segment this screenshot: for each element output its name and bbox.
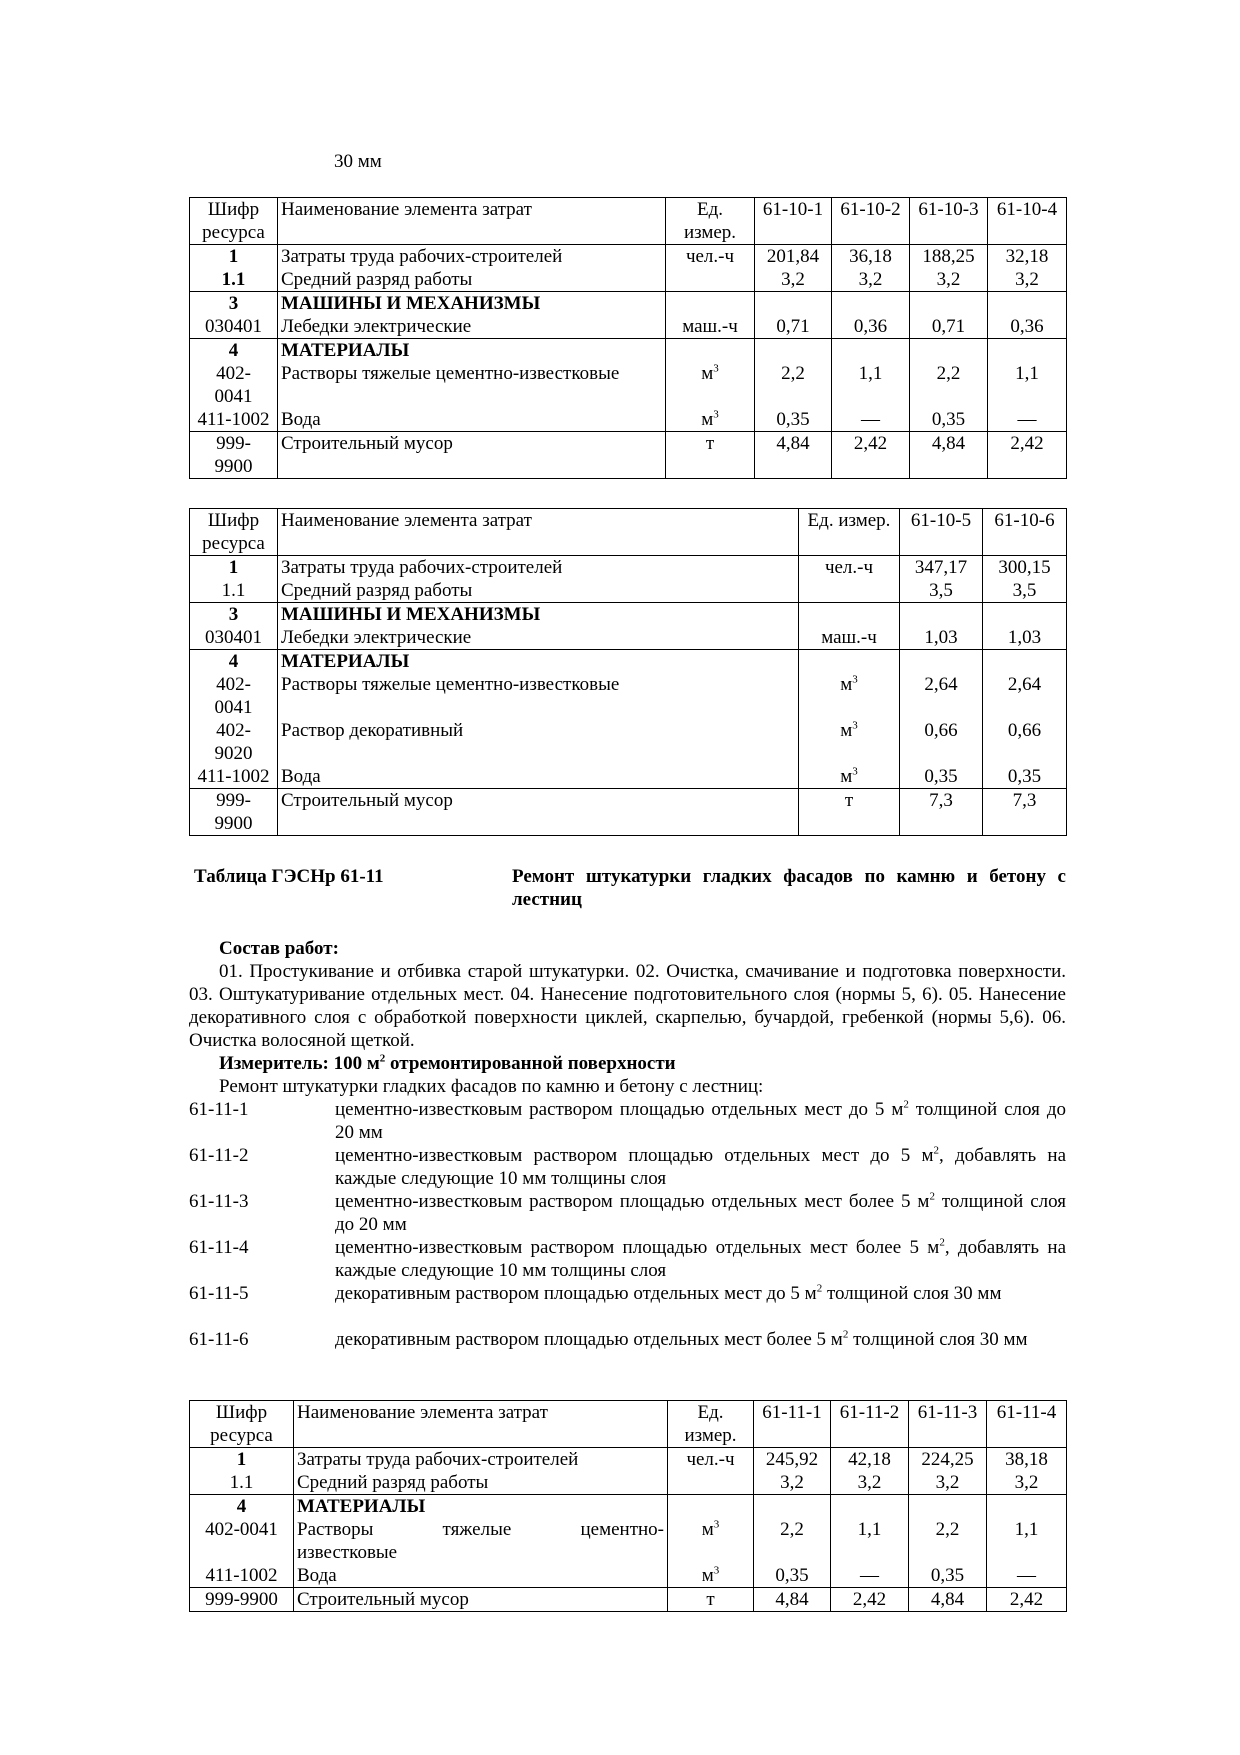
value-text: 42,18 <box>848 1449 891 1470</box>
unit-superscript: 3 <box>713 1564 720 1577</box>
code-text: 1.1 <box>229 1472 254 1493</box>
value-text: 3,2 <box>857 1472 882 1493</box>
cell-value: 4,84 <box>910 432 988 479</box>
name-text: Лебедки электрические <box>281 316 472 337</box>
cell-value <box>831 1495 909 1588</box>
cell-value: 2,42 <box>831 1588 909 1612</box>
value-text: 224,25 <box>921 1449 974 1470</box>
name-text: Раствор декоративный <box>281 720 464 741</box>
item-code: 61-11-6 <box>189 1329 249 1350</box>
cell-name <box>278 603 799 650</box>
value-text: 1,1 <box>857 1519 882 1540</box>
table-header <box>190 1401 1067 1448</box>
name-text: Средний разряд работы <box>297 1472 489 1493</box>
group-title: МАТЕРИАЛЫ <box>297 1496 426 1517</box>
unit-superscript: 2 <box>842 1328 849 1341</box>
cell-value <box>983 650 1067 789</box>
value-text: 2,64 <box>924 674 958 695</box>
cell-value <box>755 292 832 339</box>
value-text: 3,2 <box>858 269 883 290</box>
code-text: 3 <box>228 293 239 314</box>
cell-name <box>278 650 799 789</box>
name-text: Вода <box>281 409 321 430</box>
item-text-a: цементно-известковым раствором площадью отдельных мест до 5 м <box>335 1145 934 1166</box>
unit-superscript: 2 <box>939 1236 945 1249</box>
value-text: 0,35 <box>930 1565 965 1586</box>
meter-superscript: 2 <box>379 1052 386 1065</box>
value-text: 32,18 <box>1005 246 1049 267</box>
value-text: 0,71 <box>931 316 966 337</box>
item-text-b: толщиной слоя 30 мм <box>848 1329 1028 1350</box>
item-text-b: толщиной слоя до 20 мм <box>335 1191 1067 1235</box>
item-text <box>335 1236 1066 1282</box>
group-title: МАТЕРИАЛЫ <box>281 340 410 361</box>
item-code: 61-11-1 <box>189 1099 249 1120</box>
value-text: 0,36 <box>1010 316 1044 337</box>
cell-value <box>988 245 1067 292</box>
table-row <box>190 1448 1067 1495</box>
cell-value: 2,42 <box>832 432 910 479</box>
cell-unit: т <box>668 1588 754 1612</box>
cell-value <box>754 1495 831 1588</box>
value-text: — <box>1017 1565 1036 1586</box>
value-text: 0,71 <box>776 316 810 337</box>
item-text-a: цементно-известковым раствором площадью отдельных мест до 5 м <box>335 1099 904 1120</box>
name-text: Затраты труда рабочих-строителей <box>281 246 563 267</box>
code-text: 4 <box>228 340 239 361</box>
item-code: 61-11-4 <box>189 1237 249 1258</box>
cell-value <box>832 245 910 292</box>
list-item <box>189 1098 1066 1144</box>
unit-superscript: 2 <box>903 1098 909 1111</box>
cell-unit: чел.-ч <box>666 245 755 292</box>
item-text-b: , добавлять на каждые следующие 10 мм толщины слоя <box>335 1145 1067 1189</box>
header-col: 61-10-4 <box>988 198 1067 245</box>
table-row <box>190 556 1067 603</box>
cell-value <box>983 603 1067 650</box>
name-text: Вода <box>297 1565 337 1586</box>
value-text: — <box>1017 409 1037 430</box>
value-text: 3,2 <box>781 269 805 290</box>
value-text: 0,35 <box>924 766 958 787</box>
table-header <box>190 198 1067 245</box>
value-text: 2,2 <box>781 363 805 384</box>
cell-value: 7,3 <box>983 789 1067 836</box>
group-title: МАТЕРИАЛЫ <box>281 651 410 672</box>
unit-superscript: 3 <box>852 673 858 686</box>
cell-value: 7,3 <box>900 789 983 836</box>
cell-code: 4 402- 0041 402- 9020 411-1002 <box>190 650 278 789</box>
header-col: 61-11-4 <box>987 1401 1067 1448</box>
cell-value <box>900 603 983 650</box>
cell-value <box>900 650 983 789</box>
value-text: 0,66 <box>1007 720 1042 741</box>
resource-table-61-10-1-4 <box>189 197 1067 479</box>
resource-table-61-11 <box>189 1400 1067 1612</box>
header-code: Шифр ресурса <box>190 198 278 245</box>
value-text: 1,1 <box>1014 1519 1039 1540</box>
cell-value <box>909 1448 987 1495</box>
value-text: 2,2 <box>936 363 961 384</box>
table-row <box>190 245 1067 292</box>
value-text: 300,15 <box>998 557 1051 578</box>
item-text <box>335 1098 1066 1144</box>
cell-code <box>190 1495 294 1588</box>
table-row <box>190 432 1067 479</box>
value-text: 3,2 <box>935 1472 960 1493</box>
value-text: 1,03 <box>1007 627 1042 648</box>
item-text-a: декоративным раствором площадью отдельных мест до 5 м <box>335 1283 817 1304</box>
value-text: 2,2 <box>780 1519 804 1540</box>
code-text: 3 <box>228 604 239 625</box>
unit-superscript: 3 <box>852 765 858 778</box>
value-text: 201,84 <box>766 246 820 267</box>
header-code: Шифр ресурса <box>190 509 278 556</box>
work-heading: Состав работ: <box>219 938 339 959</box>
cell-name <box>278 556 799 603</box>
unit-superscript: 2 <box>816 1282 823 1295</box>
table-row <box>190 292 1067 339</box>
group-title: МАШИНЫ И МЕХАНИЗМЫ <box>281 604 541 625</box>
header-name: Наименование элемента затрат <box>278 198 666 245</box>
cell-unit: т <box>799 789 900 836</box>
name-text: Затраты труда рабочих-строителей <box>297 1449 579 1470</box>
items-intro: Ремонт штукатурки гладких фасадов по камню и бетону с лестниц: <box>219 1076 764 1097</box>
item-text <box>335 1282 1066 1305</box>
list-item <box>189 1236 1066 1282</box>
cell-value <box>831 1448 909 1495</box>
code-text: 1 <box>228 557 239 578</box>
unit-superscript: 2 <box>933 1144 940 1157</box>
list-item <box>189 1282 1066 1305</box>
table-row <box>190 1495 1067 1588</box>
value-text: 245,92 <box>765 1449 819 1470</box>
cell-name: Строительный мусор <box>294 1588 668 1612</box>
header-col: 61-10-6 <box>983 509 1067 556</box>
code-text: 4 <box>228 651 239 672</box>
value-text: 1,1 <box>1015 363 1039 384</box>
name-text: Растворы тяжелые цементно-известковые <box>281 674 620 695</box>
code-text: 4 <box>236 1496 247 1517</box>
value-text: 347,17 <box>914 557 968 578</box>
top-fragment: 30 мм <box>334 151 382 172</box>
name-text: Затраты труда рабочих-строителей <box>281 557 563 578</box>
value-text: 0,35 <box>776 409 810 430</box>
cell-unit: $м^3$ $м^3$ <box>666 339 755 432</box>
cell-code <box>190 1448 294 1495</box>
value-text: 1,03 <box>924 627 958 648</box>
item-text-b: толщиной слоя 30 мм <box>822 1283 1002 1304</box>
code-text: 1.1 <box>221 269 246 290</box>
value-text: 0,36 <box>853 316 888 337</box>
table-row <box>190 789 1067 836</box>
value-text: — <box>861 409 880 430</box>
item-text-a: цементно-известковым раствором площадью отдельных мест более 5 м <box>335 1237 940 1258</box>
value-text: 0,35 <box>1007 766 1042 787</box>
cell-unit <box>799 603 900 650</box>
meter-rest: отремонтированной поверхности <box>385 1053 676 1074</box>
unit-superscript: 3 <box>713 1518 720 1531</box>
cell-code <box>190 292 278 339</box>
cell-unit: чел.-ч <box>668 1448 754 1495</box>
table-row <box>190 1588 1067 1612</box>
list-item <box>189 1328 1066 1351</box>
cell-code <box>190 245 278 292</box>
code-text: 1 <box>228 246 239 267</box>
value-text: 3,2 <box>936 269 961 290</box>
item-code: 61-11-2 <box>189 1145 249 1166</box>
table-label: Таблица ГЭСНр 61-11 <box>194 866 384 887</box>
header-unit: Ед. измер. <box>668 1401 754 1448</box>
name-text: Растворы тяжелые цементно-известковые <box>281 363 620 384</box>
header-col: 61-11-3 <box>909 1401 987 1448</box>
header-unit: Ед. измер. <box>799 509 900 556</box>
cell-value <box>754 1448 831 1495</box>
cell-unit <box>666 292 755 339</box>
name-text: известковые <box>297 1542 398 1563</box>
item-text-a: цементно-известковым раствором площадью отдельных мест более 5 м <box>335 1191 930 1212</box>
cell-value <box>910 339 988 432</box>
cell-value: 4,84 <box>754 1588 831 1612</box>
header-col: 61-10-5 <box>900 509 983 556</box>
name-text: Средний разряд работы <box>281 580 473 601</box>
item-text-b: толщиной слоя до 20 мм <box>335 1099 1066 1143</box>
cell-code: 999-9900 <box>190 1588 294 1612</box>
cell-value <box>910 245 988 292</box>
code-text: 411-1002 <box>197 766 270 787</box>
list-item <box>189 1144 1066 1190</box>
code-text: 030401 <box>205 627 262 648</box>
cell-value <box>987 1495 1067 1588</box>
meter-label: Измеритель: 100 м <box>219 1053 380 1074</box>
header-name: Наименование элемента затрат <box>294 1401 668 1448</box>
cell-value: 2,42 <box>987 1588 1067 1612</box>
value-text: 3,2 <box>1015 269 1039 290</box>
unit-superscript: 3 <box>713 362 719 375</box>
cell-value <box>983 556 1067 603</box>
cell-value <box>755 339 832 432</box>
header-unit: Ед. измер. <box>666 198 755 245</box>
resource-table-61-10-5-6 <box>189 508 1067 836</box>
item-text <box>335 1144 1066 1190</box>
cell-unit: $м^3$ $м^3$ <box>668 1495 754 1588</box>
item-code: 61-11-5 <box>189 1283 249 1304</box>
item-code: 61-11-3 <box>189 1191 249 1212</box>
name-text: Растворы тяжелые цементно- <box>297 1519 664 1540</box>
cell-code: 999- 9900 <box>190 789 278 836</box>
item-text-a: декоративным раствором площадью отдельных мест более 5 м <box>335 1329 843 1350</box>
cell-name <box>278 339 666 432</box>
header-col: 61-10-3 <box>910 198 988 245</box>
value-text: 0,35 <box>775 1565 809 1586</box>
unit-superscript: 3 <box>852 719 858 732</box>
cell-name <box>278 245 666 292</box>
cell-name <box>294 1448 668 1495</box>
code-text: 1.1 <box>221 580 246 601</box>
item-text-b: , добавлять на каждые следующие 10 мм толщины слоя <box>335 1237 1066 1281</box>
cell-name: Строительный мусор <box>278 432 666 479</box>
work-text: 01. Простукивание и отбивка старой штукатурки. 02. Очистка, смачивание и подготовка поверхности. 03. Оштукатуривание отдельных мест. 04. Нанесение подготовительного слоя (нормы 5, 6). 05. Нанесение декоративного слоя с обработкой поверхности циклей, скарпелью, бучардой, гребенкой (нормы 5,6). 06. Очистка волосяной щеткой. <box>189 961 1066 1051</box>
cell-value <box>910 292 988 339</box>
cell-unit: чел.-ч <box>799 556 900 603</box>
table-row <box>190 603 1067 650</box>
cell-code: 4 402- 0041 411-1002 <box>190 339 278 432</box>
cell-name <box>294 1495 668 1588</box>
cell-value: 2,42 <box>988 432 1067 479</box>
unit-superscript: 3 <box>713 408 719 421</box>
cell-name <box>278 292 666 339</box>
code-text: 402-0041 <box>205 1519 278 1540</box>
cell-value <box>909 1495 987 1588</box>
header-col: 61-10-1 <box>755 198 832 245</box>
header-col: 61-10-2 <box>832 198 910 245</box>
code-text: 1 <box>236 1449 247 1470</box>
code-text: 030401 <box>205 316 262 337</box>
value-text: 3,2 <box>780 1472 804 1493</box>
cell-value <box>755 245 832 292</box>
value-text: — <box>860 1565 879 1586</box>
cell-value <box>900 556 983 603</box>
cell-value <box>988 339 1067 432</box>
cell-value <box>988 292 1067 339</box>
cell-value <box>832 292 910 339</box>
header-code: Шифр ресурса <box>190 1401 294 1448</box>
table-row <box>190 650 1067 789</box>
name-text: Вода <box>281 766 321 787</box>
value-text: 188,25 <box>922 246 975 267</box>
value-text: 38,18 <box>1005 1449 1048 1470</box>
unit-text: маш.-ч <box>682 316 738 337</box>
name-text: Лебедки электрические <box>281 627 472 648</box>
cell-unit: т <box>666 432 755 479</box>
table-row <box>190 339 1067 432</box>
header-col: 61-11-1 <box>754 1401 831 1448</box>
meter-line <box>219 1052 676 1075</box>
cell-code <box>190 603 278 650</box>
value-text: 3,5 <box>929 580 953 601</box>
value-text: 0,66 <box>924 720 958 741</box>
cell-value: 4,84 <box>755 432 832 479</box>
value-text: 2,64 <box>1007 674 1042 695</box>
unit-text: маш.-ч <box>821 627 877 648</box>
cell-code <box>190 556 278 603</box>
section-title: Ремонт штукатурки гладких фасадов по камню и бетону с лестниц <box>512 866 1066 910</box>
cell-value: 4,84 <box>909 1588 987 1612</box>
cell-unit: $м^3$ $м^3$ $м^3$ <box>799 650 900 789</box>
name-text: Средний разряд работы <box>281 269 473 290</box>
code-text: 411-1002 <box>197 409 270 430</box>
group-title: МАШИНЫ И МЕХАНИЗМЫ <box>281 293 541 314</box>
value-text: 1,1 <box>858 363 883 384</box>
header-col: 61-11-2 <box>831 1401 909 1448</box>
value-text: 36,18 <box>849 246 892 267</box>
cell-value <box>832 339 910 432</box>
cell-code: 999- 9900 <box>190 432 278 479</box>
cell-value <box>987 1448 1067 1495</box>
table-header <box>190 509 1067 556</box>
item-text <box>335 1328 1066 1351</box>
unit-superscript: 2 <box>929 1190 935 1203</box>
item-text <box>335 1190 1066 1236</box>
list-item <box>189 1190 1066 1236</box>
value-text: 3,2 <box>1014 1472 1039 1493</box>
code-text: 411-1002 <box>205 1565 278 1586</box>
value-text: 2,2 <box>935 1519 960 1540</box>
header-name: Наименование элемента затрат <box>278 509 799 556</box>
value-text: 0,35 <box>931 409 966 430</box>
value-text: 3,5 <box>1012 580 1037 601</box>
cell-name: Строительный мусор <box>278 789 799 836</box>
